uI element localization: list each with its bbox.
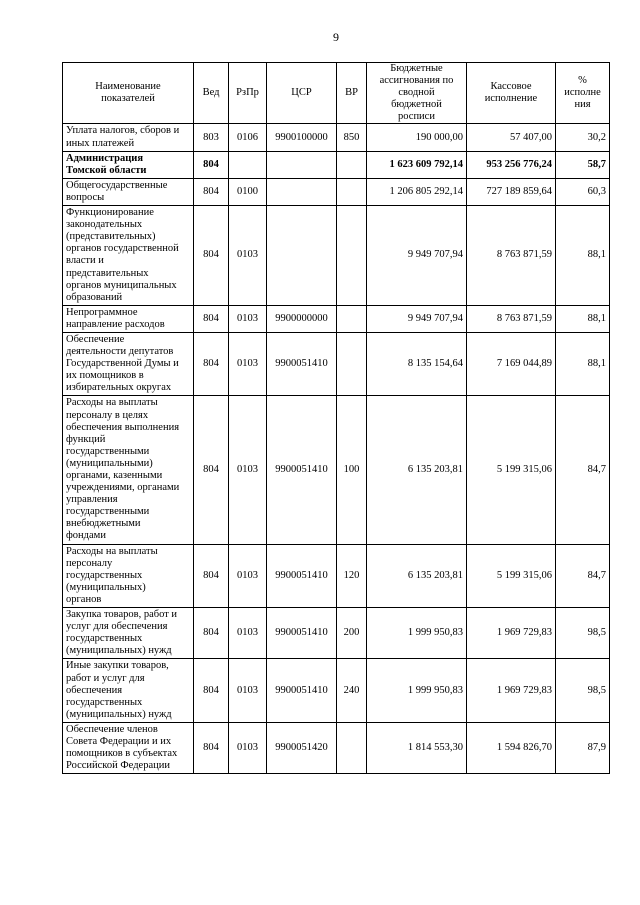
table-row [63,124,610,151]
header-name: Наименование показателей [63,63,194,124]
cell-cash: 8 763 871,59 [467,305,556,332]
cell-vr: 850 [337,124,367,151]
cell-rzpr: 0106 [229,124,267,151]
table-header [63,63,610,124]
cell-ved: 804 [194,305,229,332]
cell-percent: 60,3 [556,178,610,205]
header-vr: ВР [337,63,367,124]
budget-execution-table [62,62,610,774]
cell-rzpr: 0103 [229,396,267,544]
header-ved: Вед [194,63,229,124]
cell-ved: 804 [194,396,229,544]
table-row [63,608,610,659]
cell-csr: 9900051410 [267,608,337,659]
cell-percent: 87,9 [556,722,610,773]
table-row [63,396,610,544]
cell-percent: 98,5 [556,659,610,722]
cell-ved: 804 [194,722,229,773]
cell-cash: 1 594 826,70 [467,722,556,773]
cell-csr: 9900100000 [267,124,337,151]
cell-csr: 9900000000 [267,305,337,332]
cell-cash: 727 189 859,64 [467,178,556,205]
cell-percent: 84,7 [556,396,610,544]
cell-budget: 6 135 203,81 [367,544,467,607]
cell-budget: 1 206 805 292,14 [367,178,467,205]
cell-budget: 9 949 707,94 [367,305,467,332]
cell-rzpr: 0103 [229,544,267,607]
cell-rzpr: 0103 [229,608,267,659]
cell-csr: 9900051420 [267,722,337,773]
cell-ved: 803 [194,124,229,151]
table-row [63,332,610,395]
cell-csr: 9900051410 [267,396,337,544]
cell-rzpr: 0103 [229,332,267,395]
cell-budget: 1 999 950,83 [367,608,467,659]
cell-vr [337,305,367,332]
cell-vr: 240 [337,659,367,722]
cell-name: Функционирование законодательных (представительных) органов государственной власти и представительных органов муниципальных образований [63,206,194,306]
header-rzpr: РзПр [229,63,267,124]
cell-cash: 57 407,00 [467,124,556,151]
cell-ved: 804 [194,608,229,659]
table-row [63,206,610,306]
cell-vr [337,151,367,178]
cell-ved: 804 [194,332,229,395]
header-row [63,63,610,124]
cell-csr [267,178,337,205]
cell-percent: 30,2 [556,124,610,151]
table-row [63,659,610,722]
cell-percent: 88,1 [556,206,610,306]
cell-vr: 120 [337,544,367,607]
cell-name: Администрация Томской области [63,151,194,178]
cell-csr [267,151,337,178]
cell-name: Расходы на выплаты персоналу государственных (муниципальных) органов [63,544,194,607]
cell-budget: 190 000,00 [367,124,467,151]
cell-cash: 7 169 044,89 [467,332,556,395]
cell-ved: 804 [194,178,229,205]
cell-name: Иные закупки товаров, работ и услуг для обеспечения государственных (муниципальных) нужд [63,659,194,722]
cell-percent: 98,5 [556,608,610,659]
cell-csr [267,206,337,306]
cell-percent: 84,7 [556,544,610,607]
table-row [63,722,610,773]
cell-percent: 58,7 [556,151,610,178]
cell-name: Закупка товаров, работ и услуг для обеспечения государственных (муниципальных) нужд [63,608,194,659]
cell-vr [337,206,367,306]
cell-name: Общегосударственные вопросы [63,178,194,205]
header-csr: ЦСР [267,63,337,124]
header-budget: Бюджетные ассигнования по сводной бюджетной росписи [367,63,467,124]
cell-vr: 100 [337,396,367,544]
cell-csr: 9900051410 [267,659,337,722]
cell-rzpr: 0100 [229,178,267,205]
cell-budget: 9 949 707,94 [367,206,467,306]
cell-cash: 5 199 315,06 [467,544,556,607]
cell-vr [337,332,367,395]
cell-name: Непрограммное направление расходов [63,305,194,332]
cell-name: Расходы на выплаты персоналу в целях обеспечения выполнения функций государственными (муниципальными) органами, казенными учреждениями, органами управления государственными внебюджетными фондами [63,396,194,544]
cell-budget: 1 814 553,30 [367,722,467,773]
table-body [63,124,610,774]
cell-vr [337,178,367,205]
cell-name: Обеспечение деятельности депутатов Государственной Думы и их помощников в избирательных округах [63,332,194,395]
header-percent: % исполне ния [556,63,610,124]
cell-rzpr [229,151,267,178]
table-row [63,151,610,178]
cell-cash: 8 763 871,59 [467,206,556,306]
cell-rzpr: 0103 [229,659,267,722]
cell-budget: 1 623 609 792,14 [367,151,467,178]
cell-rzpr: 0103 [229,722,267,773]
header-cash: Кассовое исполнение [467,63,556,124]
cell-rzpr: 0103 [229,206,267,306]
cell-csr: 9900051410 [267,544,337,607]
cell-cash: 1 969 729,83 [467,608,556,659]
table-row [63,178,610,205]
cell-budget: 8 135 154,64 [367,332,467,395]
cell-budget: 1 999 950,83 [367,659,467,722]
cell-ved: 804 [194,151,229,178]
cell-vr [337,722,367,773]
cell-cash: 953 256 776,24 [467,151,556,178]
cell-name: Уплата налогов, сборов и иных платежей [63,124,194,151]
cell-ved: 804 [194,206,229,306]
cell-budget: 6 135 203,81 [367,396,467,544]
page-number: 9 [333,30,339,44]
cell-rzpr: 0103 [229,305,267,332]
table-row [63,305,610,332]
cell-name: Обеспечение членов Совета Федерации и их помощников в субъектах Российской Федерации [63,722,194,773]
cell-ved: 804 [194,659,229,722]
cell-vr: 200 [337,608,367,659]
cell-cash: 5 199 315,06 [467,396,556,544]
cell-percent: 88,1 [556,305,610,332]
cell-ved: 804 [194,544,229,607]
table-row [63,544,610,607]
cell-percent: 88,1 [556,332,610,395]
cell-cash: 1 969 729,83 [467,659,556,722]
cell-csr: 9900051410 [267,332,337,395]
